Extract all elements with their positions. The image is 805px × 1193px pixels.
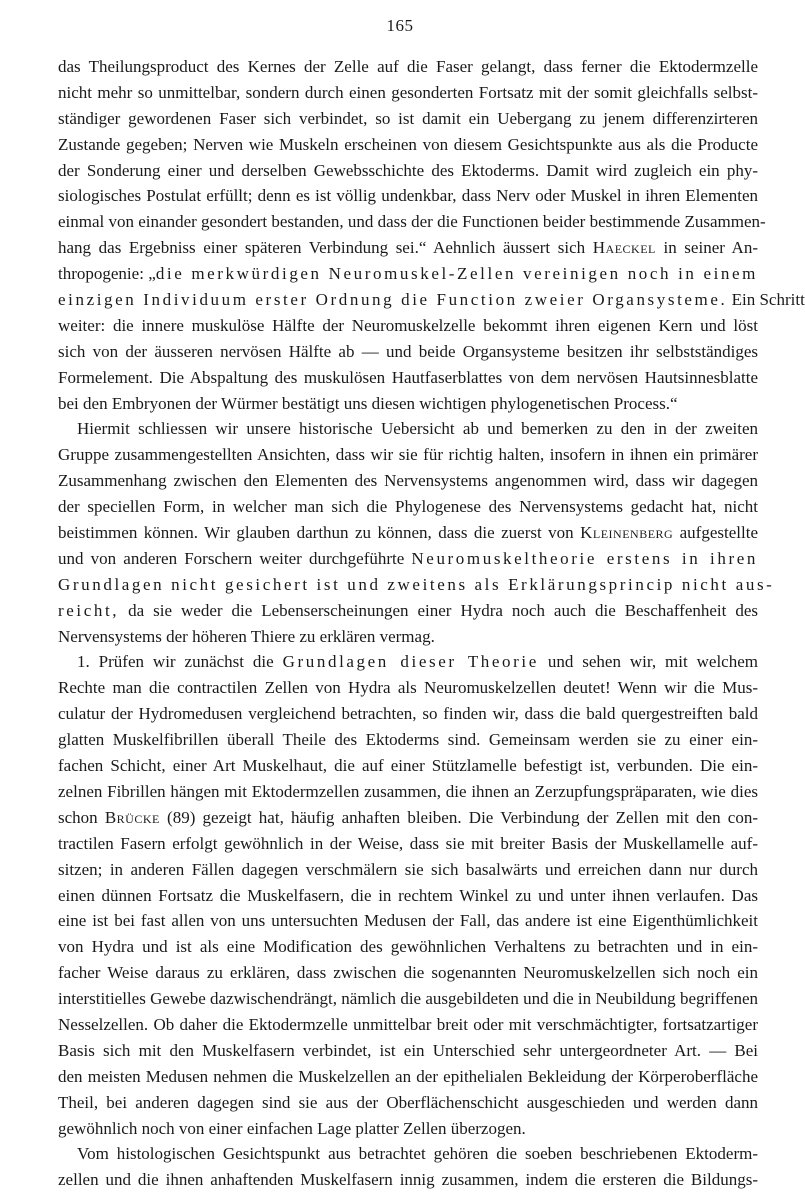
text-line xyxy=(58,934,758,960)
text-segment: Nesselzellen. Ob daher die Ektodermzelle unmittelbar breit oder mit verschmächtigter, fortsatzartiger xyxy=(58,1014,758,1034)
text-line xyxy=(58,908,758,934)
text-line xyxy=(58,1090,758,1116)
text-segment: facher Weise daraus zu erklären, dass zwischen die sogenannten Neuromuskelzellen sich noch ein xyxy=(58,963,758,983)
text-line xyxy=(58,365,758,391)
emphasized-text: einzigen Individuum erster Ordnung die Function zweier Organsysteme. xyxy=(58,290,728,310)
text-line xyxy=(58,598,758,624)
text-segment: 1. Prüfen wir zunächst die xyxy=(77,652,283,672)
author-name: Brücke xyxy=(104,807,160,827)
text-segment: glatten Muskelfibrillen überall Theile des Ektoderms sind. Gemeinsam werden sie zu einer ein- xyxy=(58,730,758,750)
text-line xyxy=(58,520,758,546)
text-line xyxy=(58,235,758,261)
text-segment: zelnen Fibrillen hängen mit Ektodermzellen zusammen, die ihnen an Zerzupfungspräparaten, wie dies xyxy=(58,781,758,801)
text-segment: der Sonderung einer und derselben Gewebsschichte des Ektoderms. Damit wird zugleich ein phy- xyxy=(58,160,758,180)
text-line xyxy=(58,54,758,80)
text-line xyxy=(58,649,758,675)
text-segment: und sehen wir, mit welchem xyxy=(538,652,758,672)
text-segment: den meisten Medusen nehmen die Muskelzellen an der epithelialen Bekleidung der Körperoberfläche xyxy=(58,1066,758,1086)
text-segment: einen dünnen Fortsatz die Muskelfasern, die in rechtem Winkel zu und unter ihnen verlaufen. Das xyxy=(58,885,758,905)
emphasized-text: die merkwürdigen Neuromuskel-Zellen vereinigen noch in einem xyxy=(155,264,758,284)
text-segment: von Hydra und ist als eine Modification des gewöhnlichen Verhaltens zu betrachten und in ein- xyxy=(58,937,758,957)
page-number: 165 xyxy=(386,16,414,35)
text-line xyxy=(58,1038,758,1064)
text-line xyxy=(58,287,805,313)
emphasized-text: Neuromuskeltheorie erstens in ihren xyxy=(411,548,758,568)
text-segment: Hiermit schliessen wir unsere historische Uebersicht ab und bemerken zu den in der zweiten xyxy=(77,419,758,439)
text-line xyxy=(58,727,758,753)
text-line xyxy=(58,701,758,727)
author-name: Kleinenberg xyxy=(580,523,674,543)
author-name: Haeckel xyxy=(592,238,656,258)
text-segment: Formelement. Die Abspaltung des muskulösen Hautfaserblattes von dem nervösen Hautsinnesblatte xyxy=(58,367,758,387)
text-segment: hang das Ergebniss einer späteren Verbindung sei.“ Aehnlich äussert sich xyxy=(58,238,593,258)
text-line xyxy=(58,339,758,365)
text-line xyxy=(58,572,775,598)
text-line xyxy=(58,209,766,235)
emphasized-text: Grundlagen nicht gesichert ist und zweitens als Erklärungsprincip nicht aus- xyxy=(58,574,775,594)
text-segment: tractilen Fasern erfolgt gewöhnlich in der Weise, dass sie mit breiter Basis der Muskellamelle auf- xyxy=(58,833,758,853)
text-segment: Ein Schritt xyxy=(727,290,805,310)
emphasized-text: Grundlagen dieser Theorie xyxy=(282,652,539,672)
text-line xyxy=(58,753,758,779)
text-line xyxy=(58,675,758,701)
text-line xyxy=(58,831,758,857)
text-segment: das Theilungsproduct des Kernes der Zelle auf die Faser gelangt, dass ferner die Ektodermzelle xyxy=(58,57,758,76)
text-segment: nicht mehr so unmittelbar, sondern durch einen gesonderten Fortsatz mit der somit gleichfalls selbst- xyxy=(58,82,758,102)
text-segment: Nervensystems der höheren Thiere zu erklären vermag. xyxy=(58,626,435,646)
text-line xyxy=(58,1064,758,1090)
text-segment: Rechte man die contractilen Zellen von Hydra als Neuromuskelzellen deutet! Wenn wir die Mus- xyxy=(58,678,758,698)
text-line xyxy=(58,442,758,468)
text-segment: Theil, bei anderen dagegen sind sie aus der Oberflächenschicht ausgeschieden und werden dann xyxy=(58,1092,758,1112)
text-line xyxy=(58,1012,758,1038)
text-segment: fachen Schicht, einer Art Muskelhaut, die auf einer Stützlamelle befestigt ist, verbunden. Die ein- xyxy=(58,756,758,776)
text-segment: schon xyxy=(58,807,105,827)
text-line xyxy=(58,106,758,132)
text-segment: (89) gezeigt hat, häufig anhaften bleiben. Die Verbindung der Zellen mit den con- xyxy=(159,807,758,827)
text-segment: in seiner An- xyxy=(655,238,758,258)
text-line xyxy=(58,1116,758,1142)
emphasized-text: reicht, xyxy=(58,600,120,620)
text-segment: beistimmen können. Wir glauben darthun zu können, dass die zuerst von xyxy=(58,523,581,543)
text-line xyxy=(58,494,758,520)
text-line xyxy=(58,546,758,572)
text-segment: eine ist bei fast allen von uns untersuchten Medusen der Fall, das andere ist eine Eigenthümlichkeit xyxy=(58,911,758,931)
text-segment: sich von der äusseren nervösen Hälfte ab — und beide Organsysteme besitzen ihr selbstständiges xyxy=(58,341,758,361)
text-segment: Gruppe zusammengestellten Ansichten, dass wir sie für richtig halten, insofern in ihnen ein primärer xyxy=(58,445,758,465)
text-line xyxy=(58,416,758,442)
text-segment: Zusammenhang zwischen den Elementen des Nervensystems angenommen wird, dass wir dagegen xyxy=(58,471,758,491)
text-segment: interstitielles Gewebe dazwischendrängt, nämlich die ausgebildeten und die in Neubildung begriffenen xyxy=(58,989,758,1009)
text-segment: siologisches Postulat erfüllt; denn es ist völlig undenkbar, dass Nerv oder Muskel in ihren Elementen xyxy=(58,186,758,206)
text-line xyxy=(58,986,758,1012)
text-segment: weiter: die innere muskulöse Hälfte der Neuromuskelzelle bekommt ihren eigenen Kern und löst xyxy=(58,315,758,335)
text-segment: thropogenie: „ xyxy=(58,264,156,284)
text-segment: einmal von einander gesondert bestanden, und dass der die Functionen beider bestimmende Zusammen- xyxy=(58,212,766,232)
text-segment: Vom histologischen Gesichtspunkt aus betrachtet gehören die soeben beschriebenen Ektoderm- xyxy=(77,1144,758,1164)
text-line xyxy=(58,391,758,417)
text-line xyxy=(58,805,758,831)
text-segment: Zustande gegeben; Nerven wie Muskeln erscheinen von diesem Gesichtspunkte aus als die Producte xyxy=(58,134,758,154)
text-line xyxy=(58,1141,758,1167)
text-line xyxy=(58,158,758,184)
text-line xyxy=(58,132,758,158)
text-segment: ständiger gewordenen Faser sich verbindet, so ist damit ein Uebergang zu jenem differenzirteren xyxy=(58,108,758,128)
text-line xyxy=(58,883,758,909)
text-line xyxy=(58,261,758,287)
text-line xyxy=(58,857,758,883)
text-segment: bei den Embryonen der Würmer bestätigt uns diesen wichtigen phylogenetischen Process.“ xyxy=(58,393,678,413)
text-line xyxy=(58,313,758,339)
text-segment: zellen und die ihnen anhaftenden Muskelfasern innig zusammen, indem die ersteren die Bildungs- xyxy=(58,1170,758,1190)
text-segment: der speciellen Form, in welcher man sich die Phylogenese des Nervensystems gedacht hat, nicht xyxy=(58,497,758,517)
text-segment: sitzen; in anderen Fällen dagegen verschmälern sie sich basalwärts und erreichen dann nur durch xyxy=(58,859,758,879)
text-line xyxy=(58,624,758,650)
text-segment: und von anderen Forschern weiter durchgeführte xyxy=(58,548,412,568)
text-segment: culatur der Hydromedusen vergleichend betrachten, so finden wir, dass die bald quergestreiften bald xyxy=(58,704,758,724)
text-segment: da sie weder die Lebenserscheinungen einer Hydra noch auch die Beschaffenheit des xyxy=(119,600,758,620)
text-line xyxy=(58,779,758,805)
text-segment: Basis sich mit den Muskelfasern verbindet, ist ein Unterschied sehr untergeordneter Art. — Bei xyxy=(58,1040,758,1060)
text-line xyxy=(58,960,758,986)
text-segment: gewöhnlich noch von einer einfachen Lage platter Zellen überzogen. xyxy=(58,1118,526,1138)
body-text xyxy=(58,54,805,1193)
text-line xyxy=(58,1167,758,1193)
text-segment: aufgestellte xyxy=(673,523,758,543)
text-line xyxy=(58,80,758,106)
text-line xyxy=(58,468,758,494)
text-line xyxy=(58,183,758,209)
